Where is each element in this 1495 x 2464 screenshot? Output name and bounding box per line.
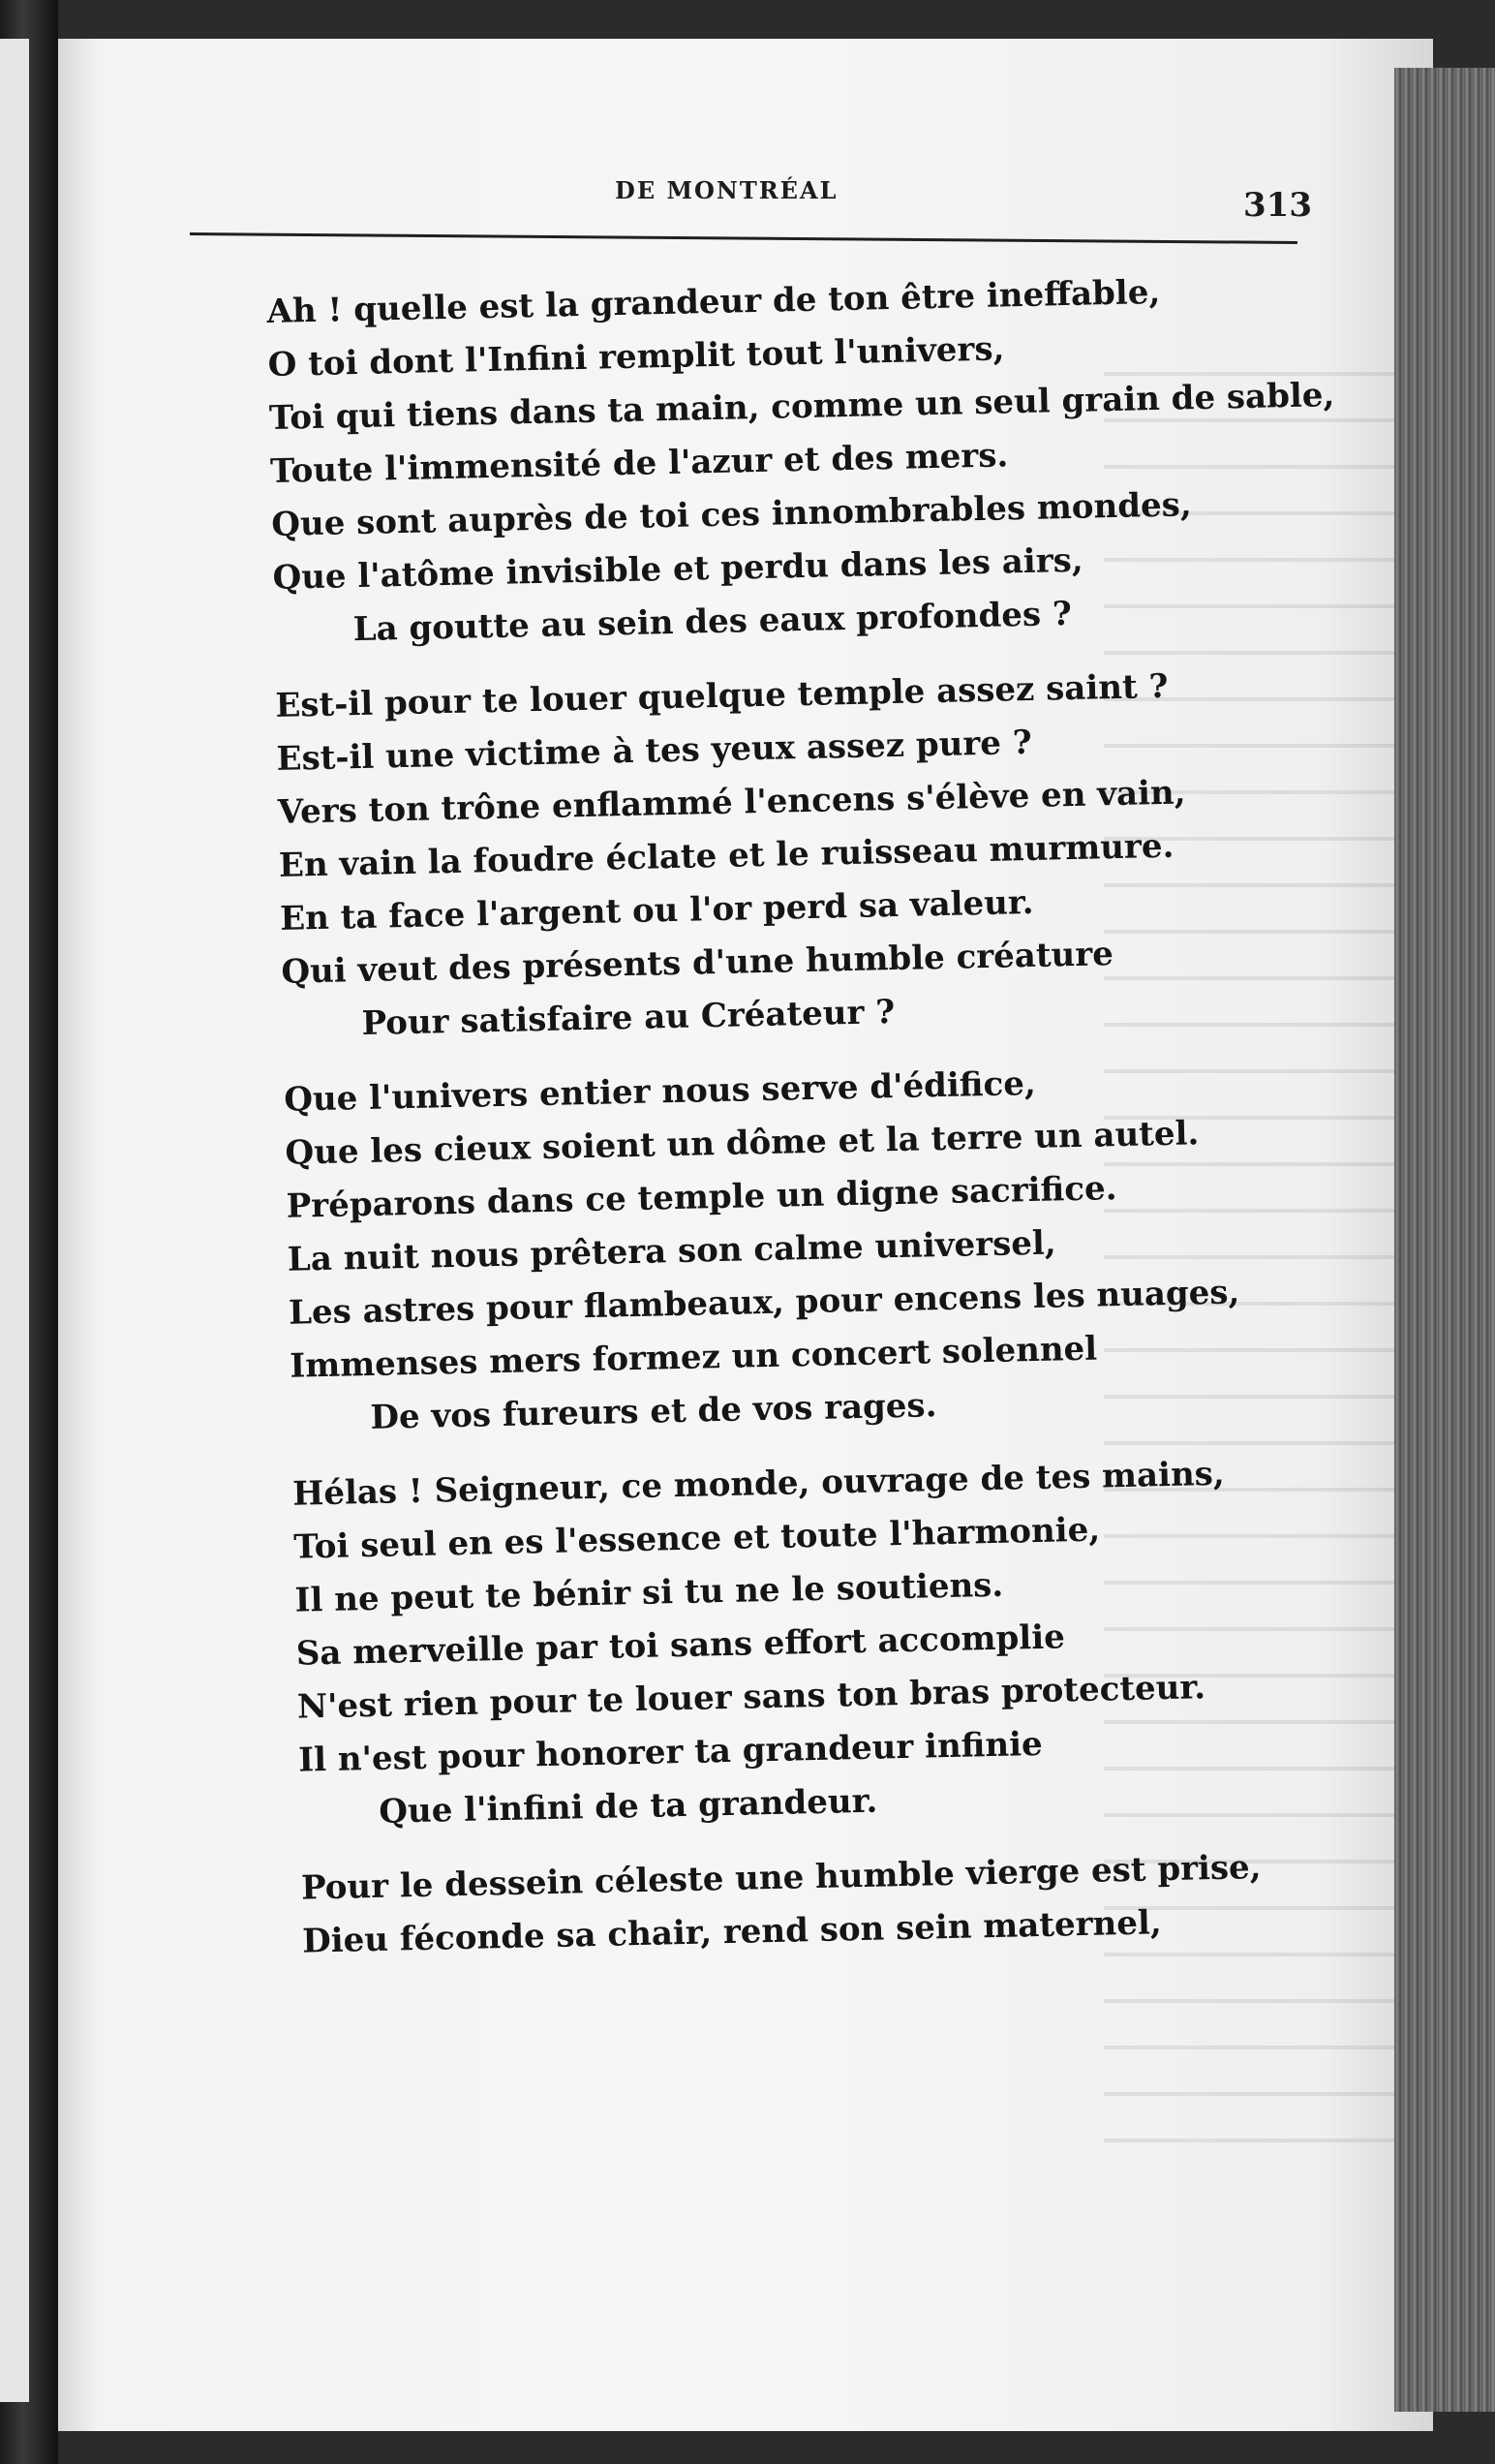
- poem-line: Il ne peut te bénir si tu ne le soutiens.: [294, 1565, 1004, 1620]
- stanza-5: [301, 1838, 1388, 1968]
- poem-body: [266, 262, 1388, 1990]
- poem-line: Pour le dessein céleste une humble vierge est prise,: [300, 1847, 1262, 1908]
- stanza-4: [292, 1444, 1385, 1840]
- poem-line: Hélas ! Seigneur, ce monde, ouvrage de tes mains,: [291, 1454, 1226, 1514]
- poem-line: O toi dont l'Infini remplit tout l'univers,: [267, 329, 1005, 385]
- header-rule: [190, 232, 1297, 244]
- poem-line: Que les cieux soient un dôme et la terre un autel.: [285, 1114, 1200, 1173]
- poem-line: Qui veut des présents d'une humble créature: [281, 935, 1114, 992]
- page-number: 313: [1243, 186, 1312, 225]
- poem-line: Il n'est pour honorer ta grandeur infinie: [297, 1724, 1044, 1780]
- poem-line: Est-il pour te louer quelque temple assez saint ?: [275, 666, 1169, 725]
- poem-refrain-line: La goutte au sein des eaux profondes ?: [352, 594, 1073, 650]
- poem-line: Les astres pour flambeaux, pour encens les nuages,: [288, 1273, 1240, 1333]
- poem-line: La nuit nous prêtera son calme universel,: [287, 1223, 1057, 1279]
- poem-line: En vain la foudre éclate et le ruisseau murmure.: [278, 826, 1175, 885]
- poem-line: Sa merveille par toi sans effort accomplie: [295, 1617, 1066, 1674]
- book-page: [58, 39, 1433, 2431]
- poem-line: Que l'atôme invisible et perdu dans les airs,: [272, 540, 1084, 598]
- poem-line: En ta face l'argent ou l'or perd sa valeur.: [279, 882, 1034, 939]
- poem-refrain-line: Pour satisfaire au Créateur ?: [361, 993, 896, 1044]
- poem-line: Que sont auprès de toi ces innombrables mondes,: [270, 485, 1193, 544]
- poem-line: Toi qui tiens dans ta main, comme un seul grain de sable,: [268, 375, 1335, 438]
- poem-line: Dieu féconde sa chair, rend son sein maternel,: [301, 1903, 1163, 1961]
- book-page-edges: [1394, 68, 1495, 2412]
- stanza-3: [284, 1050, 1376, 1446]
- poem-line: Vers ton trône enflammé l'encens s'élève en vain,: [277, 773, 1186, 832]
- poem-line: Toute l'immensité de l'azur et des mers.: [269, 436, 1009, 491]
- poem-line: Immenses mers formez un concert solennel: [289, 1329, 1098, 1386]
- poem-refrain-line: Que l'infini de ta grandeur.: [378, 1781, 878, 1832]
- poem-line: Toi seul en es l'essence et toute l'harmonie,: [292, 1510, 1101, 1567]
- poem-line: Que l'univers entier nous serve d'édifice,: [283, 1063, 1037, 1120]
- poem-line: Est-il une victime à tes yeux assez pure ?: [276, 723, 1033, 779]
- running-head: DE MONTRÉAL: [615, 176, 839, 204]
- poem-line: Préparons dans ce temple un digne sacrifice.: [286, 1169, 1117, 1226]
- stanza-1: [266, 262, 1358, 659]
- poem-line: N'est rien pour te louer sans ton bras protecteur.: [296, 1668, 1206, 1727]
- facing-page-edge: [0, 39, 29, 2402]
- stanza-2: [275, 656, 1367, 1052]
- poem-refrain-line: De vos fureurs et de vos rages.: [370, 1386, 937, 1437]
- poem-line: Ah ! quelle est la grandeur de ton être ineffable,: [266, 272, 1161, 331]
